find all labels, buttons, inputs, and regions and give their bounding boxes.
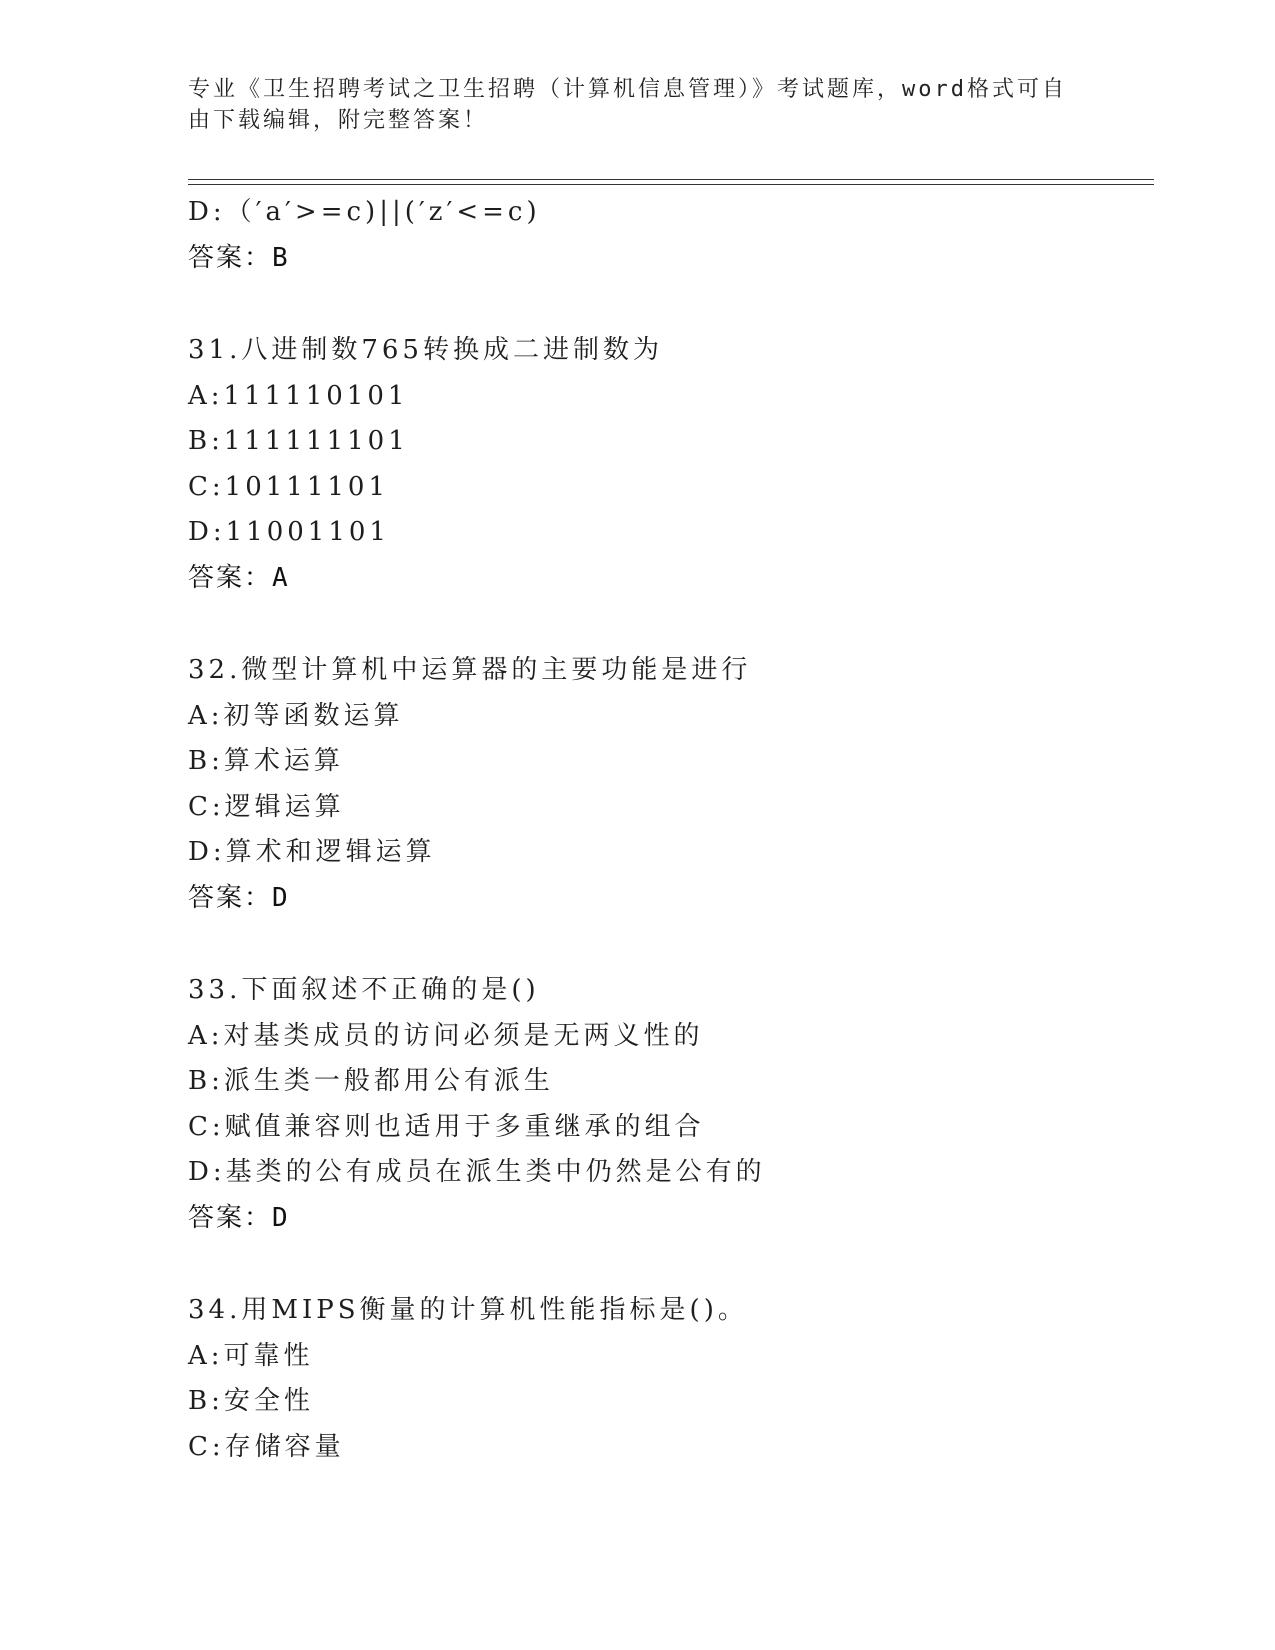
question-31-answer: 答案：A: [188, 562, 290, 593]
question-31-option-d: D:11001101: [188, 517, 390, 547]
question-34-option-b: B:安全性: [188, 1386, 314, 1416]
question-34-stem: 34.用MIPS衡量的计算机性能指标是()。: [188, 1295, 748, 1325]
question-31-stem: 31.八进制数765转换成二进制数为: [188, 335, 663, 365]
question-32-answer: 答案：D: [188, 882, 290, 913]
question-32-option-c: C:逻辑运算: [188, 791, 345, 822]
spacer: [188, 1241, 1148, 1288]
question-33-option-a: A:对基类成员的访问必须是无两义性的: [188, 1020, 704, 1051]
question-33-option-b: B:派生类一般都用公有派生: [188, 1066, 554, 1096]
document-header: [188, 74, 1088, 136]
question-31-option-b: B:111111101: [188, 426, 409, 456]
spacer: [188, 601, 1148, 648]
question-33-stem: 33.下面叙述不正确的是(): [188, 975, 540, 1005]
header-line-2: 由下载编辑，附完整答案！: [188, 108, 489, 133]
question-32-stem: 32.微型计算机中运算器的主要功能是进行: [188, 655, 752, 685]
question-31-option-c: C:10111101: [188, 471, 389, 502]
header-rule-top: [188, 179, 1154, 180]
question-34-option-c: C:存储容量: [188, 1431, 345, 1462]
header-rule-bottom: [188, 184, 1154, 185]
question-32-option-a: A:初等函数运算: [188, 700, 404, 731]
question-34-option-a: A:可靠性: [188, 1340, 314, 1371]
prev-answer: 答案：B: [188, 242, 290, 273]
spacer: [188, 281, 1148, 328]
question-33-option-d: D:基类的公有成员在派生类中仍然是公有的: [188, 1157, 766, 1187]
question-31-option-a: A:111110101: [188, 380, 409, 411]
question-33-option-c: C:赋值兼容则也适用于多重继承的组合: [188, 1111, 705, 1142]
question-33-answer: 答案：D: [188, 1202, 290, 1233]
prev-option-d: D:（′a′>=c)||(′z′<=c): [188, 197, 541, 227]
question-32-option-b: B:算术运算: [188, 746, 344, 776]
header-line-1: 专业《卫生招聘考试之卫生招聘（计算机信息管理）》考试题库，word格式可自: [188, 77, 1067, 102]
question-32-option-d: D:算术和逻辑运算: [188, 837, 436, 867]
spacer: [188, 921, 1148, 968]
question-list: [188, 190, 1148, 1470]
